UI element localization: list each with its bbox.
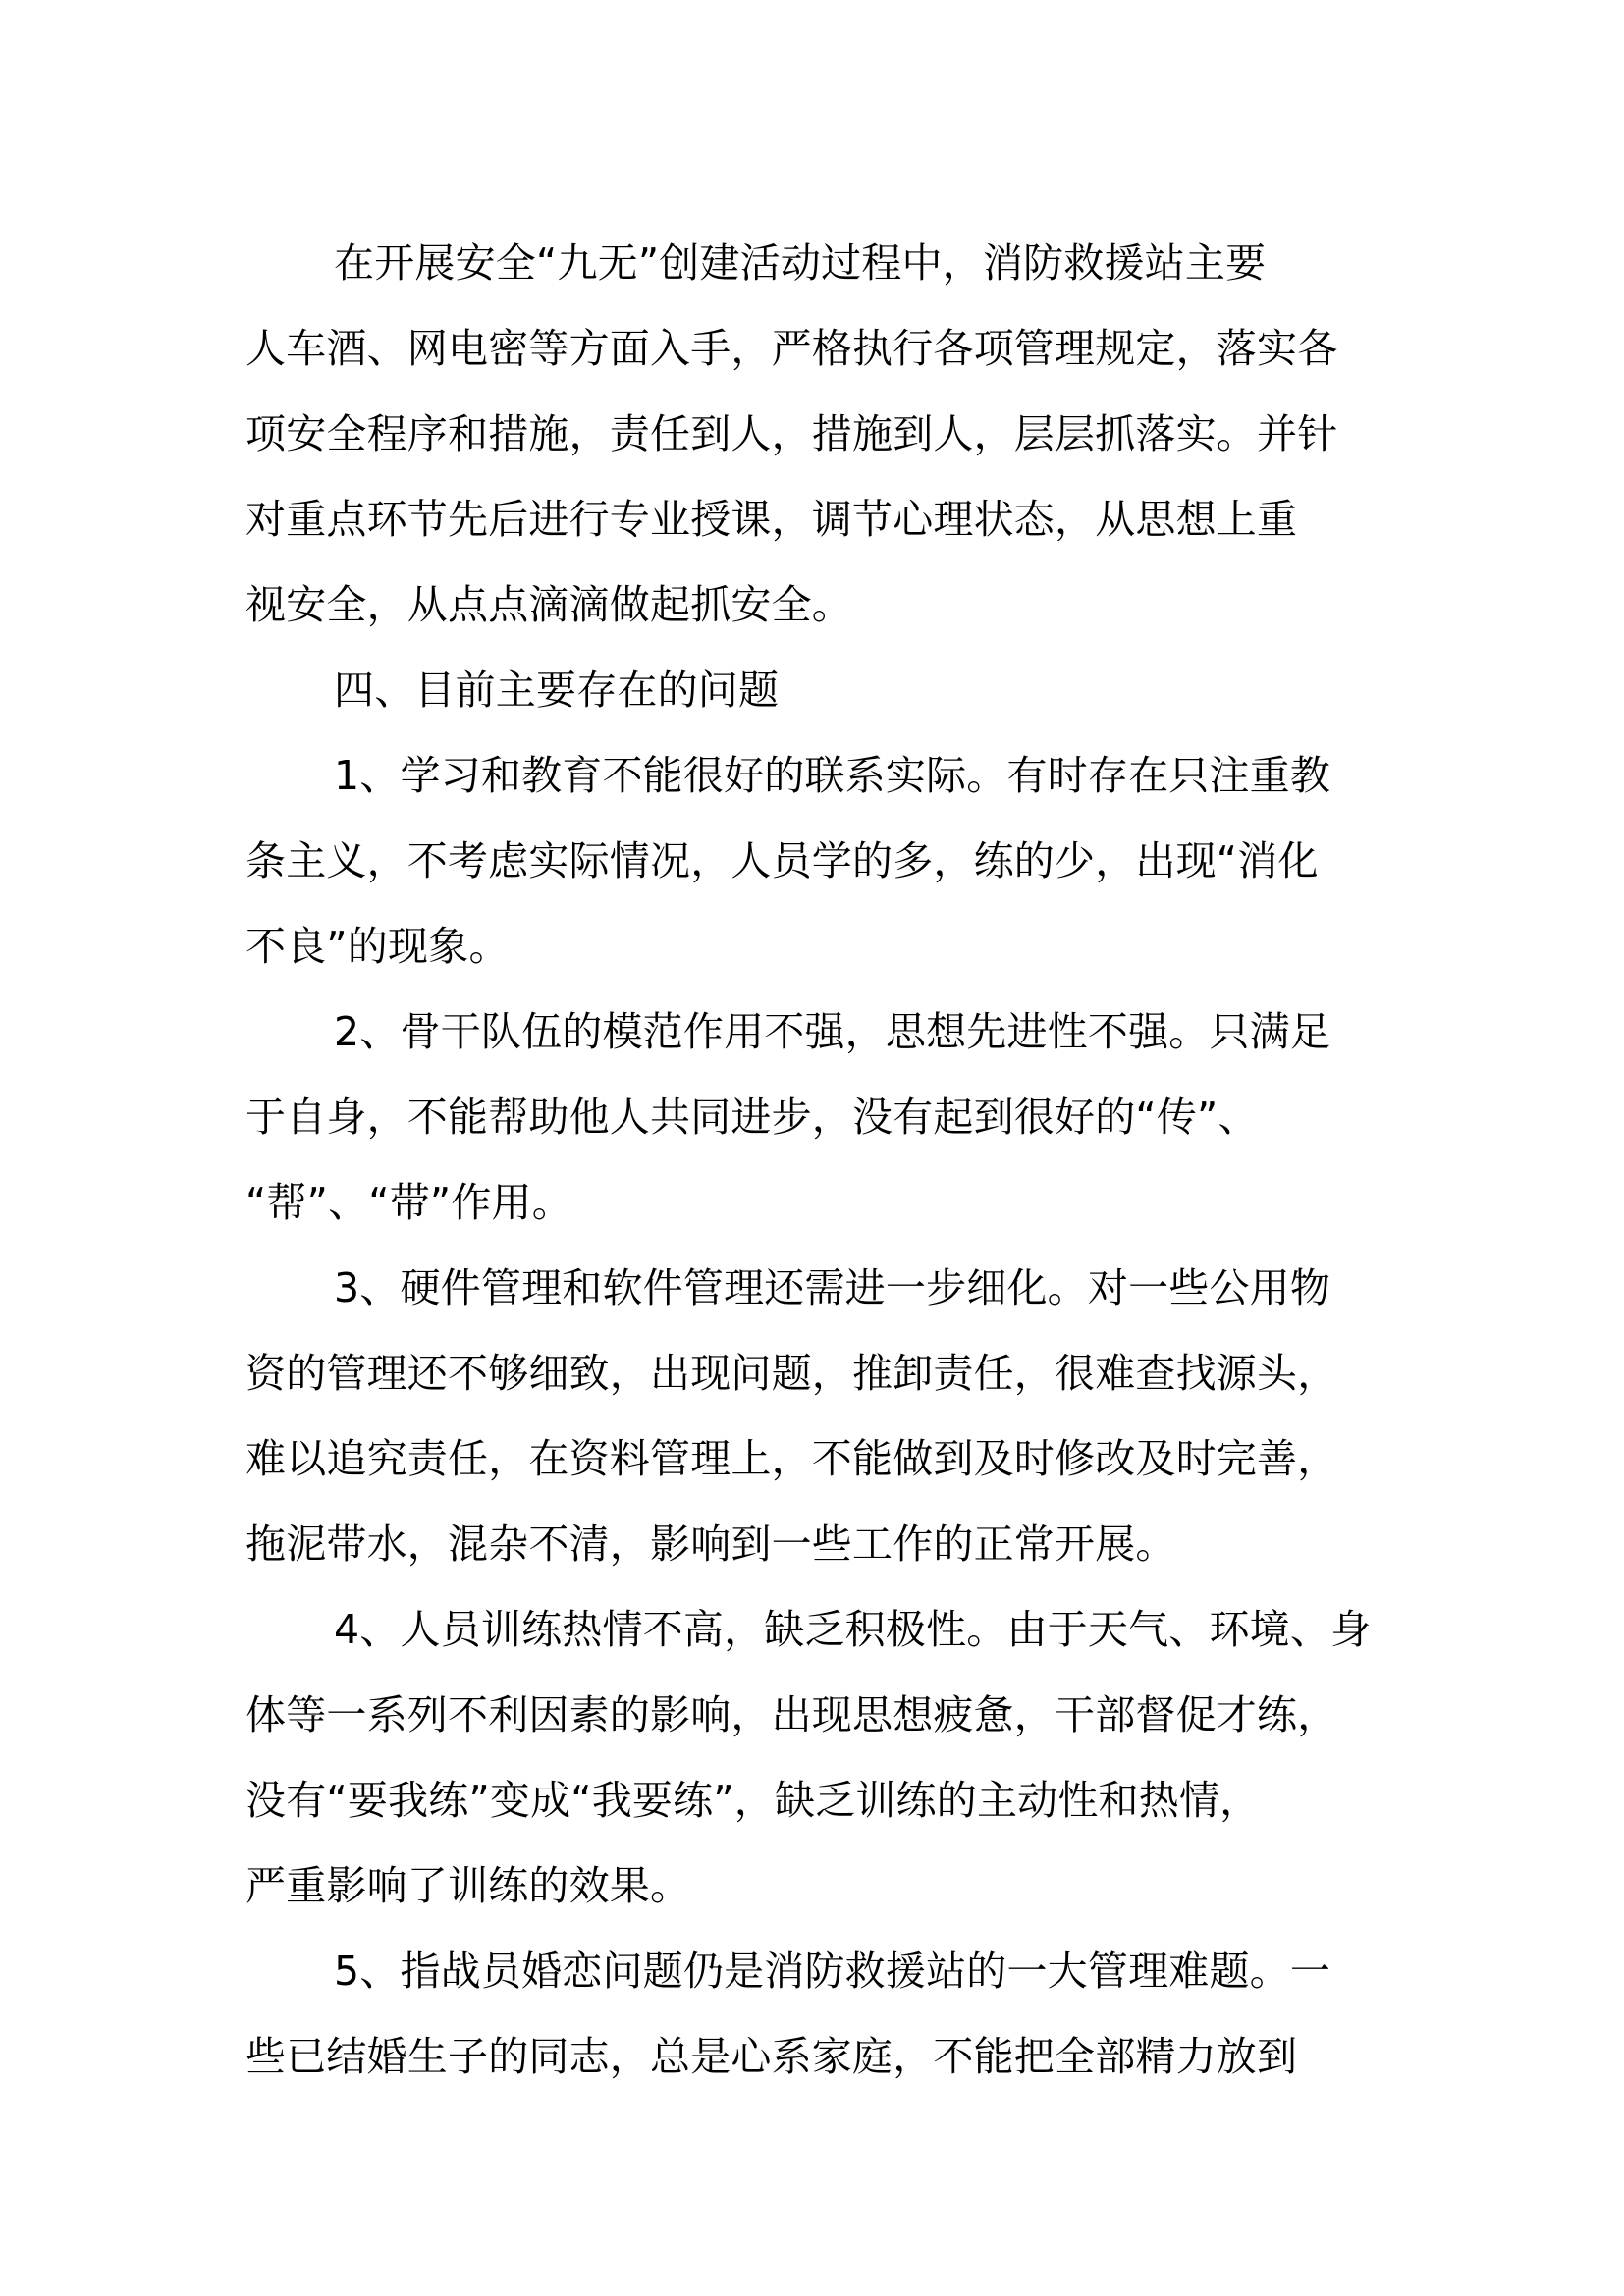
item-3-line-1: 3、硬件管理和软件管理还需进一步细化。对一些公用物: [334, 1264, 1331, 1311]
item-1-line-3: 不良”的现象。: [245, 923, 510, 970]
item-5-line-1: 5、指战员婚恋问题仍是消防救援站的一大管理难题。一: [334, 1948, 1331, 1995]
item-3-line-4: 拖泥带水，混杂不清，影响到一些工作的正常开展。: [245, 1521, 1176, 1568]
item-4-line-2: 体等一系列不利因素的影响，出现思想疲惫，干部督促才练，: [245, 1691, 1338, 1738]
section-heading: 四、目前主要存在的问题: [334, 667, 780, 714]
item-5-line-2: 些已结婚生子的同志，总是心系家庭，不能把全部精力放到: [245, 2033, 1298, 2080]
paragraph-1-line-2: 人车酒、网电密等方面入手，严格执行各项管理规定，落实各: [245, 325, 1338, 372]
paragraph-1-line-1: 在开展安全“九无”创建活动过程中，消防救援站主要: [334, 240, 1267, 287]
item-1-line-1: 1、学习和教育不能很好的联系实际。有时存在只注重教: [334, 752, 1331, 799]
item-3-line-2: 资的管理还不够细致，出现问题，推卸责任，很难查找源头，: [245, 1350, 1338, 1397]
paragraph-1-line-3: 项安全程序和措施，责任到人，措施到人，层层抓落实。并针: [245, 410, 1338, 457]
item-4-line-1: 4、人员训练热情不高，缺乏积极性。由于天气、环境、身: [334, 1606, 1372, 1653]
item-2-line-1: 2、骨干队伍的模范作用不强，思想先进性不强。只满足: [334, 1008, 1331, 1055]
paragraph-1-line-5: 视安全，从点点滴滴做起抓安全。: [245, 581, 852, 628]
item-2-line-3: “帮”、“带”作用。: [245, 1179, 572, 1226]
item-3-line-3: 难以追究责任，在资料管理上，不能做到及时修改及时完善，: [245, 1435, 1338, 1482]
item-2-line-2: 于自身，不能帮助他人共同进步，没有起到很好的“传”、: [245, 1094, 1259, 1141]
item-1-line-2: 条主义，不考虑实际情况，人员学的多，练的少，出现“消化: [245, 837, 1319, 884]
item-4-line-3: 没有“要我练”变成“我要练”，缺乏训练的主动性和热情，: [245, 1777, 1261, 1824]
paragraph-1-line-4: 对重点环节先后进行专业授课，调节心理状态，从思想上重: [245, 496, 1298, 543]
item-4-line-4: 严重影响了训练的效果。: [245, 1862, 691, 1909]
